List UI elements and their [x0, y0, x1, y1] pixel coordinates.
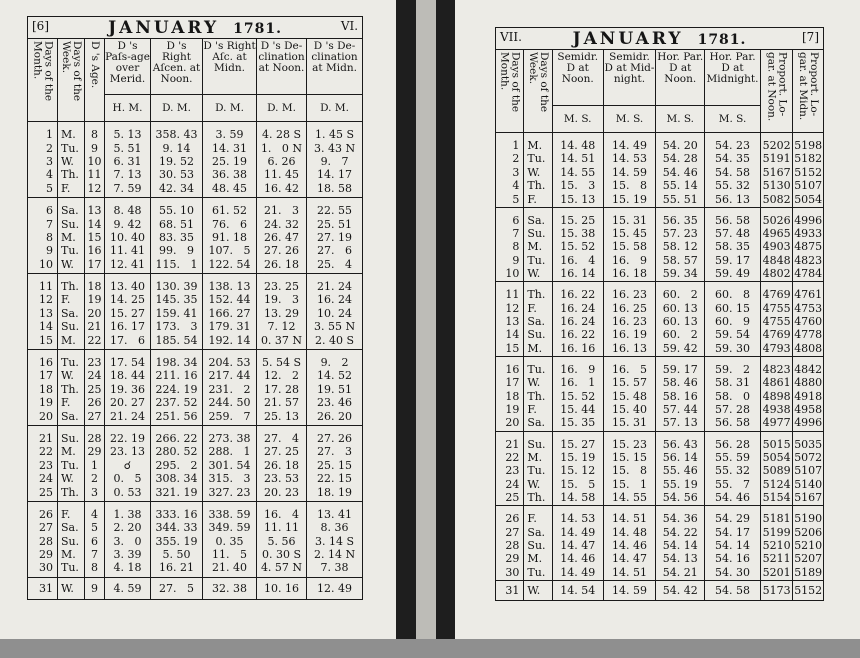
cell-pn: 5181 5199 5210 5211 5201 — [760, 506, 792, 581]
right-section-number: VII. — [500, 30, 522, 44]
cell-pm: 5035 5072 5107 5140 5167 — [793, 431, 824, 506]
cell-hm: 54. 29 54. 17 54. 14 54. 16 54. 30 — [705, 506, 761, 581]
cell-days: 31 — [28, 577, 58, 599]
header-moon-age: D 's Age. — [85, 39, 105, 122]
header-declination-noon: D 's De-clination at Noon. — [257, 39, 307, 95]
cell-pn: 5173 — [760, 580, 792, 600]
cell-sn: 14. 53 14. 49 14. 47 14. 46 14. 49 — [552, 506, 603, 581]
cell-age: 13 14 15 16 17 — [85, 198, 105, 274]
cell-hm: 59. 2 58. 31 58. 0 57. 28 56. 58 — [705, 356, 761, 431]
unit-label: M. S. — [552, 105, 603, 132]
cell-dec_noon: 23. 25 19. 3 13. 29 7. 12 0. 37 N — [257, 274, 307, 350]
cell-dec_midn: 13. 41 8. 36 3. 14 S 2. 14 N 7. 38 — [307, 501, 363, 577]
right-year: 1781. — [697, 31, 747, 48]
day-group-row — [28, 425, 363, 501]
header-days-of-month: Days of the Month. — [28, 39, 58, 122]
cell-age: 23 24 25 26 27 — [85, 349, 105, 425]
header-passage-meridian: D 's Paſs-age over Merid. — [105, 39, 151, 95]
cell-dec_midn: 27. 26 27. 3 25. 15 22. 15 18. 19 — [307, 425, 363, 501]
day-group-row — [28, 122, 363, 198]
cell-days: 16 17 18 19 20 — [496, 356, 524, 431]
cell-ra_midn: 338. 59 349. 59 0. 35 11. 5 21. 40 — [203, 501, 257, 577]
cell-sn: 14. 54 — [552, 580, 603, 600]
header-right-ascension-midnight: D 's Right Aſc. at Midn. — [203, 39, 257, 95]
cell-ra_noon: 27. 5 — [151, 577, 203, 599]
cell-hm: 54. 58 — [705, 580, 761, 600]
cell-sn: 15. 27 15. 19 15. 12 15. 5 14. 58 — [552, 431, 603, 506]
cell-ra_midn: 273. 38 288. 1 301. 54 315. 3 327. 23 — [203, 425, 257, 501]
header-right-ascension-noon: D 's Right Aſcen. at Noon. — [151, 39, 203, 95]
cell-pn: 5202 5191 5167 5130 5082 — [760, 132, 792, 207]
cell-pn: 5026 4965 4903 4848 4802 — [760, 207, 792, 282]
day-group-row — [28, 198, 363, 274]
day-group-row — [496, 506, 824, 581]
unit-label: M. S. — [603, 105, 656, 132]
cell-sm: 15. 23 15. 15 15. 8 15. 1 14. 55 — [603, 431, 656, 506]
cell-dec_midn: 1. 45 S 3. 43 N 9. 7 14. 17 18. 58 — [307, 122, 363, 198]
header-semidiameter-midnight: Semidr. D at Mid-night. — [603, 50, 656, 105]
left-year: 1781. — [233, 20, 282, 37]
cell-days: 11 12 13 14 15 — [28, 274, 58, 350]
right-ephemeris-table — [495, 27, 824, 601]
cell-week: Sa. Su. M. Tu. W. — [58, 198, 85, 274]
cell-days: 6 7 8 9 10 — [496, 207, 524, 282]
cell-week: Tu. W. Th. F. Sa. — [524, 356, 552, 431]
header-days-of-month: Days of the Month. — [496, 50, 524, 133]
cell-days: 26 27 28 29 30 — [28, 501, 58, 577]
right-page-title — [496, 28, 824, 50]
cell-dec_midn: 21. 24 16. 24 10. 24 3. 55 N 2. 40 S — [307, 274, 363, 350]
cell-sm: 16. 23 16. 25 16. 23 16. 19 16. 13 — [603, 282, 656, 357]
cell-pass: 17. 54 18. 44 19. 36 20. 27 21. 24 — [105, 349, 151, 425]
header-declination-midnight: D 's De-clination at Midn. — [307, 39, 363, 95]
cell-days: 31 — [496, 580, 524, 600]
cell-hn: 56. 35 57. 23 58. 12 58. 57 59. 34 — [656, 207, 705, 282]
right-month-title: JANUARY — [572, 28, 684, 49]
header-semidiameter-noon: Semidr. D at Noon. — [552, 50, 603, 105]
cell-pass: 8. 48 9. 42 10. 40 11. 41 12. 41 — [105, 198, 151, 274]
cell-hn: 54. 42 — [656, 580, 705, 600]
cell-age: 9 — [85, 577, 105, 599]
header-horizontal-parallax-midnight: Hor. Par. D at Midnight. — [705, 50, 761, 105]
unit-label: H. M. — [105, 94, 151, 121]
cell-sn: 16. 22 16. 24 16. 24 16. 22 16. 16 — [552, 282, 603, 357]
cell-days: 26 27 28 29 30 — [496, 506, 524, 581]
cell-days: 21 22 23 24 25 — [28, 425, 58, 501]
day-group-row — [496, 356, 824, 431]
cell-week: F. Sa. Su. M. Tu. — [524, 506, 552, 581]
header-days-of-week: Days of the Week. — [524, 50, 552, 133]
cell-pm: 5152 — [794, 584, 823, 598]
cell-pn: 4769 4755 4755 4769 4793 — [760, 282, 792, 357]
cell-pass: 5. 13 5. 51 6. 31 7. 13 7. 59 — [105, 122, 151, 198]
cell-ra_midn: 61. 52 76. 6 91. 18 107. 5 122. 54 — [203, 198, 257, 274]
cell-dec_noon: 16. 4 11. 11 5. 56 0. 30 S 4. 57 N — [257, 501, 307, 577]
cell-hm: 60. 8 60. 15 60. 9 59. 54 59. 30 — [705, 282, 761, 357]
day-group-row — [496, 580, 824, 600]
cell-sm: 14. 51 14. 48 14. 46 14. 47 14. 51 — [603, 506, 656, 581]
cell-ra_midn: 138. 13 152. 44 166. 27 179. 31 192. 14 — [203, 274, 257, 350]
cell-days: 11 12 13 14 15 — [496, 282, 524, 357]
cell-hm: 56. 58 57. 48 58. 35 59. 17 59. 49 — [705, 207, 761, 282]
left-page-title — [28, 17, 363, 39]
book-spine — [416, 0, 436, 639]
cell-days: 16 17 18 19 20 — [28, 349, 58, 425]
cell-week: F. Sa. Su. M. Tu. — [58, 501, 85, 577]
unit-label: M. S. — [656, 105, 705, 132]
day-group-row — [496, 431, 824, 506]
cell-pm: 4996 4933 4875 4823 4784 — [793, 207, 824, 282]
cell-ra_noon: 266. 22 280. 52 295. 2 308. 34 321. 19 — [151, 425, 203, 501]
left-page-number: [6] — [32, 19, 49, 33]
header-days-of-week: Days of the Week. — [58, 39, 85, 122]
cell-ra_noon: 333. 16 344. 33 355. 19 5. 50 16. 21 — [151, 501, 203, 577]
book-gutter-shadow-right — [436, 0, 455, 639]
cell-days: 1 2 3 4 5 — [28, 122, 58, 198]
cell-sn: 16. 9 16. 1 15. 52 15. 44 15. 35 — [552, 356, 603, 431]
cell-sm: 16. 5 15. 57 15. 48 15. 40 15. 31 — [603, 356, 656, 431]
cell-pass: 13. 40 14. 25 15. 27 16. 17 17. 6 — [105, 274, 151, 350]
cell-pn: 5015 5054 5089 5124 5154 — [760, 431, 792, 506]
cell-week: Sa. Su. M. Tu. W. — [524, 207, 552, 282]
cell-pn: 4823 4861 4898 4938 4977 — [760, 356, 792, 431]
cell-hn: 54. 36 54. 22 54. 14 54. 13 54. 21 — [656, 506, 705, 581]
right-page-number: [7] — [802, 30, 819, 44]
cell-week: W. — [524, 580, 552, 600]
cell-hn: 60. 2 60. 13 60. 13 60. 2 59. 42 — [656, 282, 705, 357]
cell-week: W. — [58, 577, 85, 599]
cell-hn: 54. 20 54. 28 54. 46 55. 14 55. 51 — [656, 132, 705, 207]
cell-pm: 5198 5182 5152 5107 5054 — [793, 132, 824, 207]
cell-dec_noon: 5. 54 S 12. 2 17. 28 21. 57 25. 13 — [257, 349, 307, 425]
cell-week: Su. M. Tu. W. Th. — [58, 425, 85, 501]
cell-dec_midn: 22. 55 25. 51 27. 19 27. 6 25. 4 — [307, 198, 363, 274]
day-group-row — [496, 207, 824, 282]
cell-ra_midn: 32. 38 — [203, 577, 257, 599]
cell-ra_noon: 358. 43 9. 14 19. 52 30. 53 42. 34 — [151, 122, 203, 198]
cell-dec_noon: 10. 16 — [257, 577, 307, 599]
unit-label: D. M. — [151, 94, 203, 121]
day-group-row — [28, 577, 363, 599]
cell-hn: 56. 43 56. 14 55. 46 55. 19 54. 56 — [656, 431, 705, 506]
cell-ra_noon: 198. 34 211. 16 224. 19 237. 52 251. 56 — [151, 349, 203, 425]
cell-dec_noon: 4. 28 S 1. 0 N 6. 26 11. 45 16. 42 — [257, 122, 307, 198]
cell-age: 18 19 20 21 22 — [85, 274, 105, 350]
left-month-title: JANUARY — [108, 17, 220, 38]
cell-week: Tu. W. Th. F. Sa. — [58, 349, 85, 425]
header-proportional-log-noon: Proport. Lo-gar. at Noon. — [760, 50, 792, 133]
cell-ra_midn: 3. 59 14. 31 25. 19 36. 38 48. 45 — [203, 122, 257, 198]
day-group-row — [28, 274, 363, 350]
cell-pm: 5190 5206 5210 5207 5189 — [793, 506, 824, 581]
cell-week: Th. F. Sa. Su. M. — [58, 274, 85, 350]
cell-pm: 4761 4753 4760 4778 4808 — [793, 282, 824, 357]
cell-week: Su. M. Tu. W. Th. — [524, 431, 552, 506]
cell-hm: 56. 28 55. 59 55. 32 55. 7 54. 46 — [705, 431, 761, 506]
cell-sm: 14. 59 — [603, 580, 656, 600]
left-ephemeris-table — [27, 16, 363, 600]
unit-label: D. M. — [203, 94, 257, 121]
cell-days: 21 22 23 24 25 — [496, 431, 524, 506]
header-horizontal-parallax-noon: Hor. Par. D at Noon. — [656, 50, 705, 105]
day-group-row — [28, 501, 363, 577]
cell-week: M. Tu. W. Th. F. — [58, 122, 85, 198]
cell-week: Th. F. Sa. Su. M. — [524, 282, 552, 357]
cell-ra_noon: 55. 10 68. 51 83. 35 99. 9 115. 1 — [151, 198, 203, 274]
cell-days: 1 2 3 4 5 — [496, 132, 524, 207]
day-group-row — [28, 349, 363, 425]
cell-age: 28 29 1 2 3 — [85, 425, 105, 501]
cell-pass: 4. 59 — [105, 577, 151, 599]
cell-pass: 1. 38 2. 20 3. 0 3. 39 4. 18 — [105, 501, 151, 577]
cell-age: 4 5 6 7 8 — [85, 501, 105, 577]
cell-pass: 22. 19 23. 13 ☌ 0. 5 0. 53 — [105, 425, 151, 501]
cell-dec_noon: 27. 4 27. 25 26. 18 23. 53 20. 23 — [257, 425, 307, 501]
unit-label: D. M. — [257, 94, 307, 121]
cell-sm: 14. 49 14. 53 14. 59 15. 8 15. 19 — [603, 132, 656, 207]
cell-age: 8 9 10 11 12 — [85, 122, 105, 198]
cell-ra_midn: 204. 53 217. 44 231. 2 244. 50 259. 7 — [203, 349, 257, 425]
book-gutter-shadow — [396, 0, 416, 639]
cell-ra_noon: 130. 39 145. 35 159. 41 173. 3 185. 54 — [151, 274, 203, 350]
cell-hn: 59. 17 58. 46 58. 16 57. 44 57. 13 — [656, 356, 705, 431]
cell-sn: 14. 48 14. 51 14. 55 15. 3 15. 13 — [552, 132, 603, 207]
cell-sn: 15. 25 15. 38 15. 52 16. 4 16. 14 — [552, 207, 603, 282]
header-proportional-log-midnight: Proport. Lo-gar. at Midn. — [793, 50, 824, 133]
day-group-row — [496, 132, 824, 207]
cell-dec_noon: 21. 3 24. 32 26. 47 27. 26 26. 18 — [257, 198, 307, 274]
cell-sm: 15. 31 15. 45 15. 58 16. 9 16. 18 — [603, 207, 656, 282]
unit-label: M. S. — [705, 105, 761, 132]
unit-label: D. M. — [307, 94, 363, 121]
cell-pm: 4842 4880 4918 4958 4996 — [793, 356, 824, 431]
cell-days: 6 7 8 9 10 — [28, 198, 58, 274]
cell-dec_midn: 9. 2 14. 52 19. 51 23. 46 26. 20 — [307, 349, 363, 425]
cell-week: M. Tu. W. Th. F. — [524, 132, 552, 207]
cell-hm: 54. 23 54. 35 54. 58 55. 32 56. 13 — [705, 132, 761, 207]
day-group-row — [496, 282, 824, 357]
left-section-number: VI. — [340, 19, 359, 33]
cell-dec_midn: 12. 49 — [317, 582, 353, 596]
